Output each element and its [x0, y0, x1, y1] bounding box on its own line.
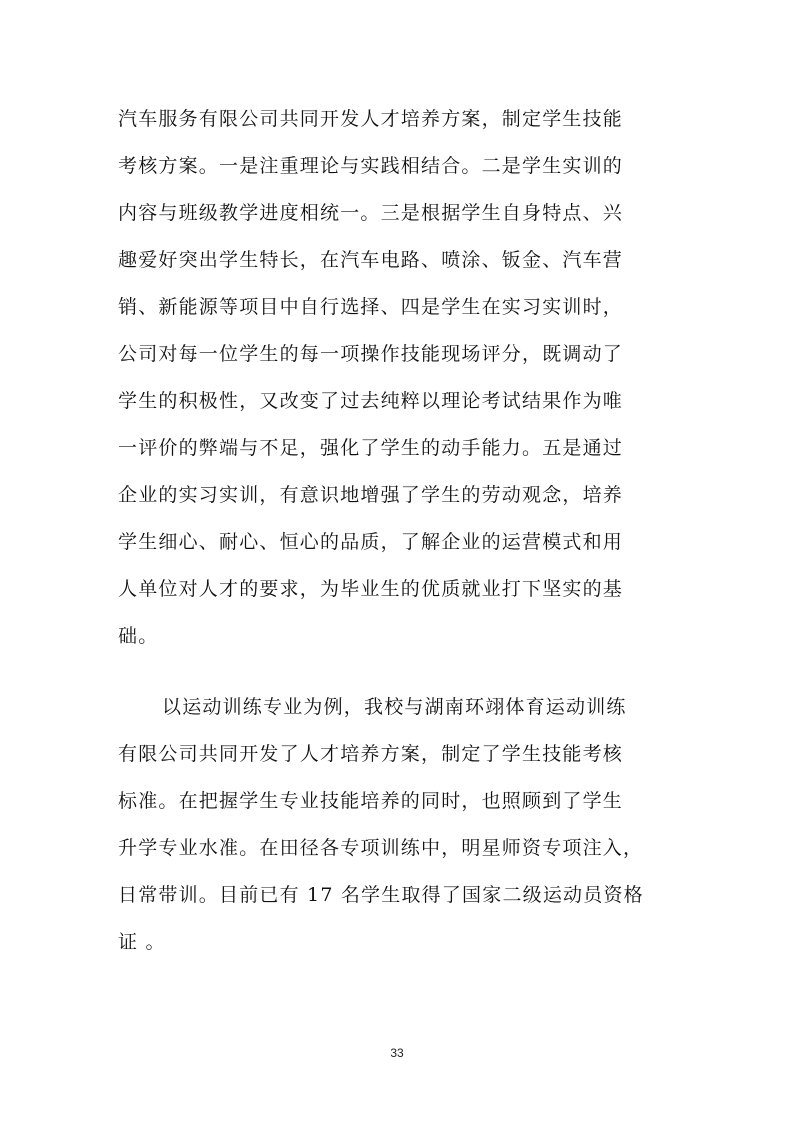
paragraph-line: 考核方案。一是注重理论与实践相结合。二是学生实训的 — [118, 155, 624, 177]
paragraph-line: 升学专业水准。在田径各专项训练中，明星师资专项注入， — [118, 837, 644, 859]
paragraph-line: 汽车服务有限公司共同开发人才培养方案，制定学生技能 — [118, 108, 624, 130]
paragraph-line: 以运动训练专业为例，我校与湖南环翊体育运动训练 — [162, 696, 627, 718]
paragraph-sports-training — [118, 684, 678, 966]
paragraph-line: 学生细心、耐心、恒心的品质，了解企业的运营模式和用 — [118, 531, 624, 553]
paragraph-line: 学生的积极性，又改变了过去纯粹以理论考试结果作为唯 — [118, 390, 624, 412]
paragraph-line: 有限公司共同开发了人才培养方案，制定了学生技能考核 — [118, 743, 624, 765]
paragraph-line: 础。 — [118, 625, 159, 647]
paragraph-line: 证 。 — [118, 931, 166, 953]
paragraph-line: 企业的实习实训，有意识地增强了学生的劳动观念，培养 — [118, 484, 624, 506]
paragraph-line: 公司对每一位学生的每一项操作技能现场评分，既调动了 — [118, 343, 624, 365]
paragraph-line: 销、新能源等项目中自行选择、四是学生在实习实训时， — [118, 296, 624, 318]
page-number: 33 — [390, 1046, 404, 1060]
paragraph-line: 标准。在把握学生专业技能培养的同时，也照顾到了学生 — [118, 790, 624, 812]
paragraph-line: 内容与班级教学进度相统一。三是根据学生自身特点、兴 — [118, 202, 624, 224]
paragraph-line: 日常带训。目前已有 17 名学生取得了国家二级运动员资格 — [118, 884, 644, 906]
paragraph-line: 趣爱好突出学生特长，在汽车电路、喷涂、钣金、汽车营 — [118, 249, 624, 271]
paragraph-line: 一评价的弊端与不足，强化了学生的动手能力。五是通过 — [118, 437, 624, 459]
paragraph-automotive — [118, 96, 678, 660]
paragraph-line: 人单位对人才的要求，为毕业生的优质就业打下坚实的基 — [118, 578, 624, 600]
